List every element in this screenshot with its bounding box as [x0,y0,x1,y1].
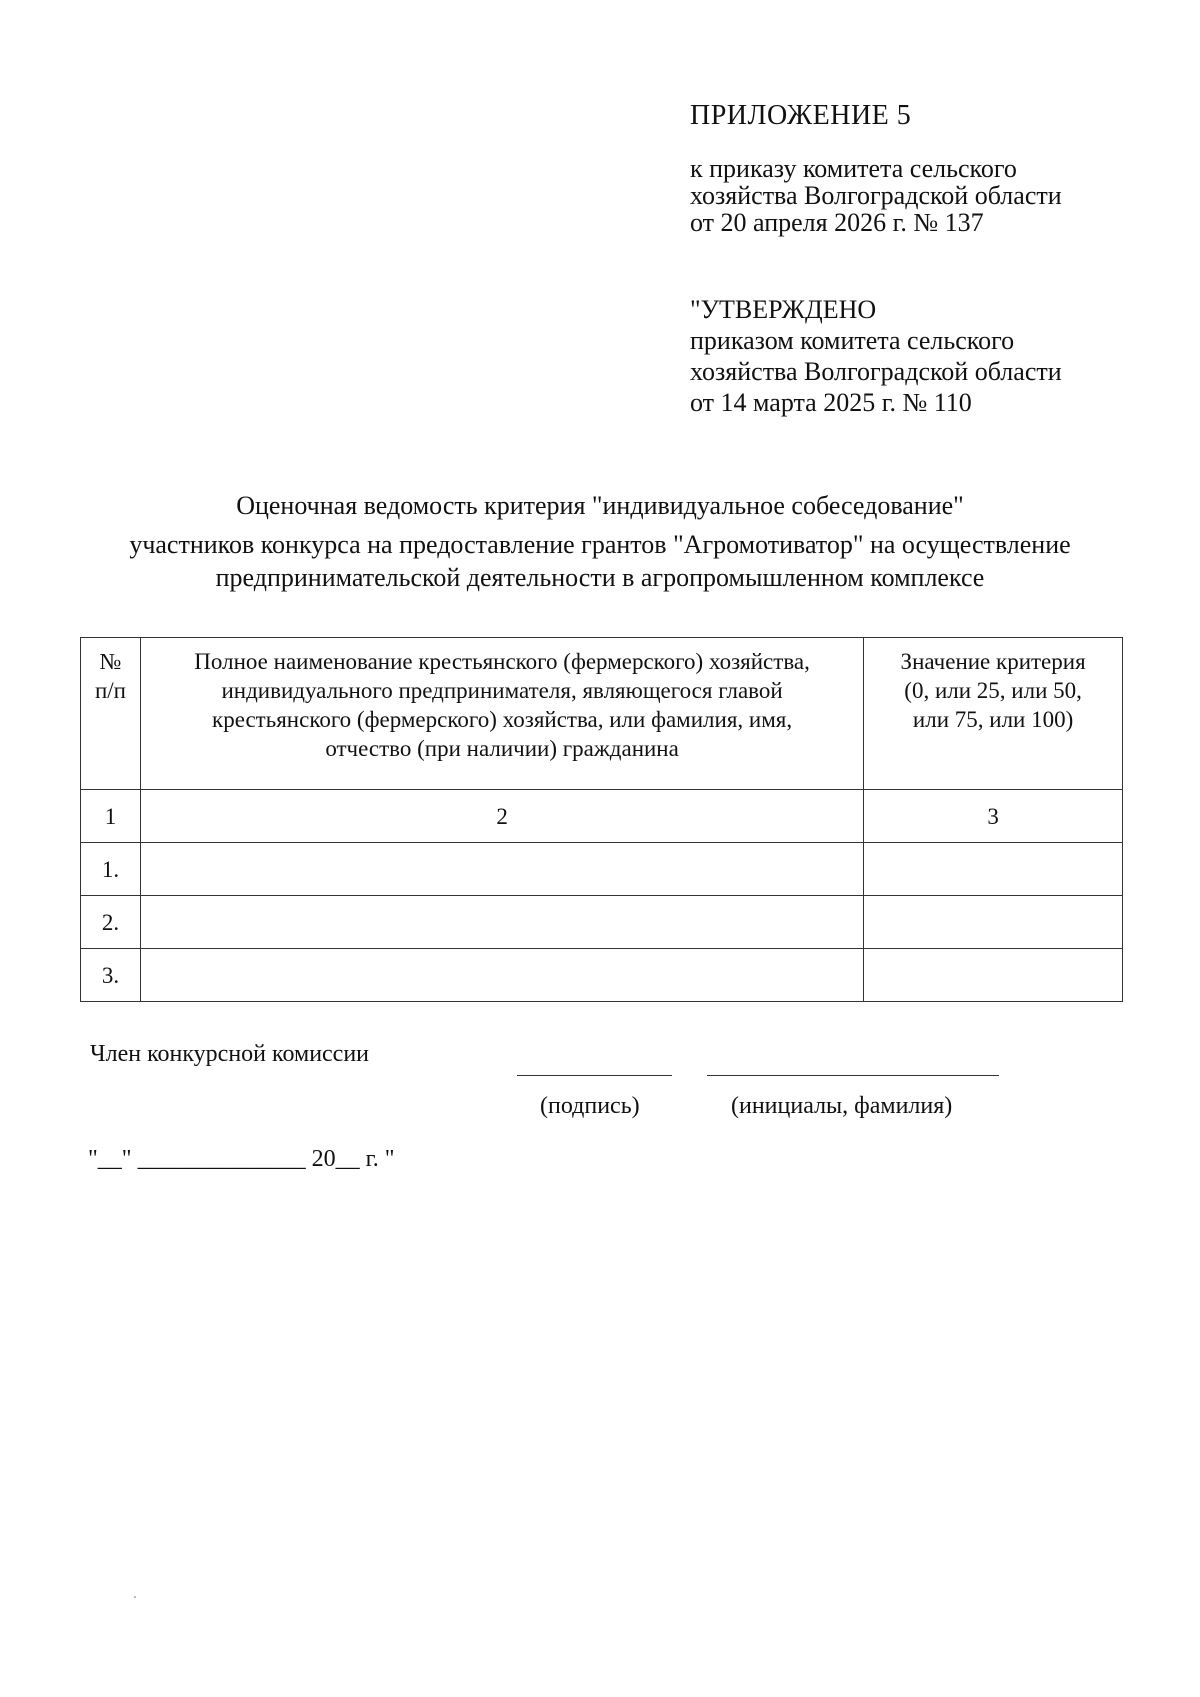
date-line[interactable]: "__" ______________ 20__ г. " [88,1146,395,1172]
approval-line: "УТВЕРЖДЕНО [690,295,877,324]
column-number: 3 [864,790,1123,843]
row-number: 1. [81,843,141,896]
row-number: 2. [81,896,141,949]
table-row [81,896,1123,949]
column-number: 2 [140,790,863,843]
header-number [81,638,141,790]
row-value-cell[interactable] [864,896,1123,949]
header-value-line: или 75, или 100) [912,707,1074,732]
name-line[interactable] [707,1075,999,1076]
appendix-heading: ПРИЛОЖЕНИЕ 5 [690,100,912,131]
table-header-row [81,638,1123,790]
signature-line[interactable] [517,1075,672,1076]
subtitle-line: участников конкурса на предоставление грантов "Агромотиватор" на осуществление [129,530,1071,559]
commission-member-label: Член конкурсной комиссии [90,1041,370,1067]
table-row [81,949,1123,1002]
header-name-line: крестьянского (фермерского) хозяйства, или фамилия, имя, [212,707,793,732]
appendix-ref-line: от 20 апреля 2026 г. № 137 [690,208,984,237]
document-title: Оценочная ведомость критерия "индивидуальное собеседование" [236,491,964,520]
subtitle-line: предпринимательской деятельности в агропромышленном комплексе [215,563,985,592]
header-value-line: (0, или 25, или 50, [904,678,1082,703]
row-name-cell[interactable] [140,843,863,896]
approval-line: приказом комитета сельского [690,326,1015,355]
scan-speck [134,1596,136,1598]
row-value-cell[interactable] [864,949,1123,1002]
header-number-line: п/п [94,678,126,703]
approval-line: от 14 марта 2025 г. № 110 [690,388,972,417]
header-name-line: индивидуального предпринимателя, являющегося главой [221,678,783,703]
signature-caption: (подпись) [540,1093,640,1119]
document-subtitle [60,528,1140,594]
table-row [81,843,1123,896]
header-name-line: Полное наименование крестьянского (фермерского) хозяйства, [194,649,810,674]
appendix-ref-line: к приказу комитета сельского [690,154,1017,183]
row-number: 3. [81,949,141,1002]
row-name-cell[interactable] [140,949,863,1002]
header-full-name [140,638,863,790]
column-number-row [81,790,1123,843]
header-value-line: Значение критерия [900,649,1086,674]
header-name-line: отчество (при наличии) гражданина [325,736,679,761]
approval-line: хозяйства Волгоградской области [690,357,1062,386]
appendix-reference [690,155,1170,236]
approval-block [690,294,1170,418]
evaluation-table [80,637,1123,1002]
row-value-cell[interactable] [864,843,1123,896]
row-name-cell[interactable] [140,896,863,949]
column-number: 1 [81,790,141,843]
appendix-ref-line: хозяйства Волгоградской области [690,181,1062,210]
header-number-line: № [99,649,122,674]
header-criterion-value [864,638,1123,790]
name-caption: (инициалы, фамилия) [731,1093,953,1119]
